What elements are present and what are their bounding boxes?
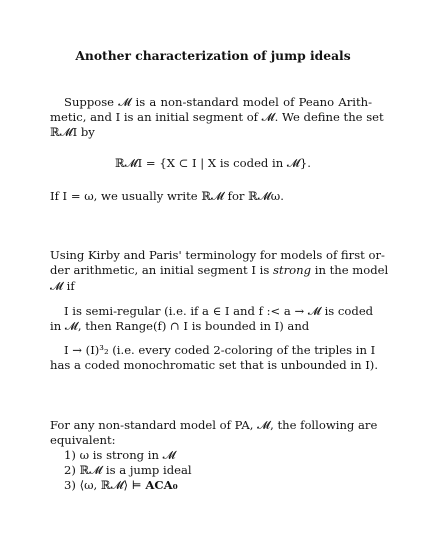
theorem-item: 1) ω is strong in 𝓜 (64, 448, 176, 462)
theorem-line: equivalent: (50, 433, 116, 447)
condition-line: I → (I)³₂ (i.e. every coded 2-coloring of the triples in I (64, 343, 376, 357)
display-formula: ℝ𝓜I = {X ⊂ I | X is coded in 𝓜}. (115, 156, 311, 170)
theorem-item: 2) ℝ𝓜 is a jump ideal (64, 463, 192, 477)
theorem-line: For any non-standard model of PA, 𝓜, the following are (50, 418, 378, 432)
condition-line: I is semi-regular (i.e. if a ∈ I and f :< a → 𝓜 is coded (64, 304, 374, 318)
condition-line: has a coded monochromatic set that is unbounded in I). (50, 358, 379, 372)
text-run: der arithmetic, an initial segment I is (50, 263, 274, 277)
paragraph-line: metic, and I is an initial segment of 𝓜. We define the set (50, 110, 384, 124)
text-run: in the model (311, 263, 389, 277)
paragraph-line: ℝ𝓜I by (50, 125, 95, 139)
page-title: Another characterization of jump ideals (75, 48, 351, 63)
condition-line: in 𝓜, then Range(f) ∩ I is bounded in I) and (50, 319, 310, 333)
paragraph-line (50, 262, 389, 278)
theory-name: ACA₀ (145, 478, 178, 492)
paragraph-line: If I = ω, we usually write ℝ𝓜 for ℝ𝓜ω. (50, 189, 284, 203)
paragraph-line: 𝓜 if (50, 279, 75, 293)
text-run: 3) ⟨ω, ℝ𝓜⟩ ⊨ (64, 478, 146, 492)
emphasis-strong: strong (273, 263, 312, 277)
paragraph-line: Using Kirby and Paris' terminology for models of first or- (50, 248, 385, 262)
paragraph-line: Suppose 𝓜 is a non-standard model of Peano Arith- (64, 95, 372, 109)
theorem-item (64, 477, 178, 493)
